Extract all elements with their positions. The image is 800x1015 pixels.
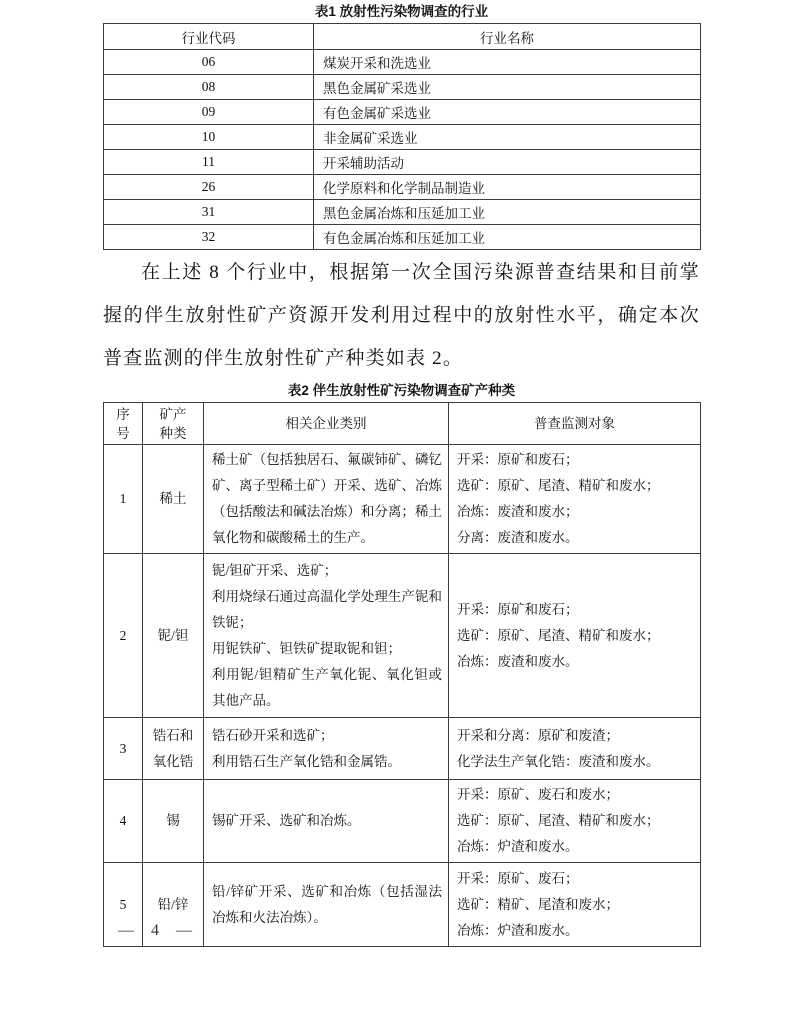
enterprise-cell <box>204 445 449 554</box>
enterprise-line: 利用锆石生产氧化锆和金属锆。 <box>212 753 401 769</box>
industry-name: 黑色金属矿采选业 <box>314 75 701 100</box>
table2-caption: 表2 伴生放射性矿污染物调查矿产种类 <box>287 383 516 398</box>
industry-code: 09 <box>104 100 314 125</box>
enterprise-cell <box>204 780 449 863</box>
enterprise-line: 铌/钽矿开采、选矿； <box>212 562 338 578</box>
industry-code: 08 <box>104 75 314 100</box>
table-row <box>104 863 701 947</box>
target-line: 冶炼：废渣和废水； <box>457 504 579 519</box>
table2-header-enterprise: 相关企业类别 <box>204 403 449 445</box>
enterprise-line: 利用铌/钽精矿生产氧化铌、氧化钽或其他产品。 <box>212 666 442 708</box>
table2-header-mineral-label: 矿产种类 <box>159 406 187 441</box>
industry-code: 31 <box>104 200 314 225</box>
target-line: 冶炼：废渣和废水。 <box>457 653 579 669</box>
target-line: 选矿：原矿、尾渣、精矿和废水； <box>457 627 660 643</box>
table1-header-code: 行业代码 <box>104 24 314 50</box>
table-row <box>104 150 701 175</box>
mineral-type: 铅/锌 <box>143 863 204 947</box>
enterprise-line: 锆石砂开采和选矿； <box>212 727 334 743</box>
table-row <box>104 75 701 100</box>
table1-header-row <box>104 24 701 50</box>
target-line: 开采和分离：原矿和废渣； <box>457 727 619 743</box>
table-row <box>104 554 701 718</box>
table-row <box>104 100 701 125</box>
target-line: 选矿：原矿、尾渣、精矿和废水； <box>457 478 660 493</box>
table2-header-mineral <box>143 403 204 445</box>
industry-name: 非金属矿采选业 <box>314 125 701 150</box>
industry-name: 化学原料和化学制品制造业 <box>314 175 701 200</box>
industry-name: 有色金属矿采选业 <box>314 100 701 125</box>
table2-header-no-label: 序号 <box>116 406 130 441</box>
table-row <box>104 225 701 250</box>
table-row <box>104 718 701 780</box>
industry-name: 煤炭开采和洗选业 <box>314 50 701 75</box>
target-cell <box>449 554 701 718</box>
industry-name: 黑色金属冶炼和压延加工业 <box>314 200 701 225</box>
industry-name: 有色金属冶炼和压延加工业 <box>314 225 701 250</box>
enterprise-cell <box>204 554 449 718</box>
table-row <box>104 125 701 150</box>
table1 <box>103 23 701 250</box>
mineral-type: 锆石和氧化锆 <box>143 718 204 780</box>
target-line: 选矿：精矿、尾渣和废水； <box>457 896 619 912</box>
enterprise-line: 铅/锌矿开采、选矿和冶炼（包括湿法冶炼和火法冶炼）。 <box>212 883 442 925</box>
enterprise-line: 用铌铁矿、钽铁矿提取铌和钽； <box>212 640 401 656</box>
enterprise-cell <box>204 718 449 780</box>
industry-code: 32 <box>104 225 314 250</box>
body-paragraph: 在上述 8 个行业中，根据第一次全国污染源普查结果和目前掌握的伴生放射性矿产资源开发利用过程中的放射性水平，确定本次普查监测的伴生放射性矿产种类如表 2。 <box>103 262 700 369</box>
table-row <box>104 445 701 554</box>
industry-code: 11 <box>104 150 314 175</box>
mineral-type: 稀土 <box>143 445 204 554</box>
target-line: 冶炼：炉渣和废水。 <box>457 922 579 938</box>
table-row <box>104 175 701 200</box>
table2-header-no <box>104 403 143 445</box>
table2 <box>103 402 701 947</box>
industry-code: 06 <box>104 50 314 75</box>
target-line: 冶炼：炉渣和废水。 <box>457 839 579 854</box>
target-line: 开采：原矿和废石； <box>457 601 579 617</box>
table1-header-name: 行业名称 <box>314 24 701 50</box>
industry-code: 26 <box>104 175 314 200</box>
enterprise-cell <box>204 863 449 947</box>
row-number: 2 <box>104 554 143 718</box>
target-line: 开采：原矿和废石； <box>457 452 579 467</box>
table1-caption: 表1 放射性污染物调查的行业 <box>314 4 489 19</box>
target-cell <box>449 780 701 863</box>
enterprise-line: 利用烧绿石通过高温化学处理生产铌和铁铌； <box>212 588 442 630</box>
target-line: 分离：废渣和废水。 <box>457 530 579 545</box>
industry-code: 10 <box>104 125 314 150</box>
target-cell <box>449 718 701 780</box>
mineral-type: 铌/钽 <box>143 554 204 718</box>
row-number: 1 <box>104 445 143 554</box>
row-number: 3 <box>104 718 143 780</box>
table2-header-target: 普查监测对象 <box>449 403 701 445</box>
target-line: 开采：原矿、废石和废水； <box>457 787 619 802</box>
target-cell <box>449 445 701 554</box>
row-number: 5 <box>104 863 143 947</box>
mineral-type: 锡 <box>143 780 204 863</box>
target-line: 开采：原矿、废石； <box>457 870 579 886</box>
table-row <box>104 50 701 75</box>
target-line: 化学法生产氧化锆：废渣和废水。 <box>457 753 660 769</box>
target-line: 选矿：原矿、尾渣、精矿和废水； <box>457 813 660 828</box>
table-row <box>104 200 701 225</box>
industry-name: 开采辅助活动 <box>314 150 701 175</box>
row-number: 4 <box>104 780 143 863</box>
table-row <box>104 780 701 863</box>
table2-header-row <box>104 403 701 445</box>
enterprise-line: 锡矿开采、选矿和冶炼。 <box>212 813 361 828</box>
target-cell <box>449 863 701 947</box>
page-number: — 4 — <box>118 922 193 939</box>
enterprise-line: 稀土矿（包括独居石、氟碳铈矿、磷钇矿、离子型稀土矿）开采、选矿、冶炼（包括酸法和碱法冶炼）和分离；稀土氧化物和碳酸稀土的生产。 <box>212 452 442 545</box>
page-content <box>103 0 700 947</box>
